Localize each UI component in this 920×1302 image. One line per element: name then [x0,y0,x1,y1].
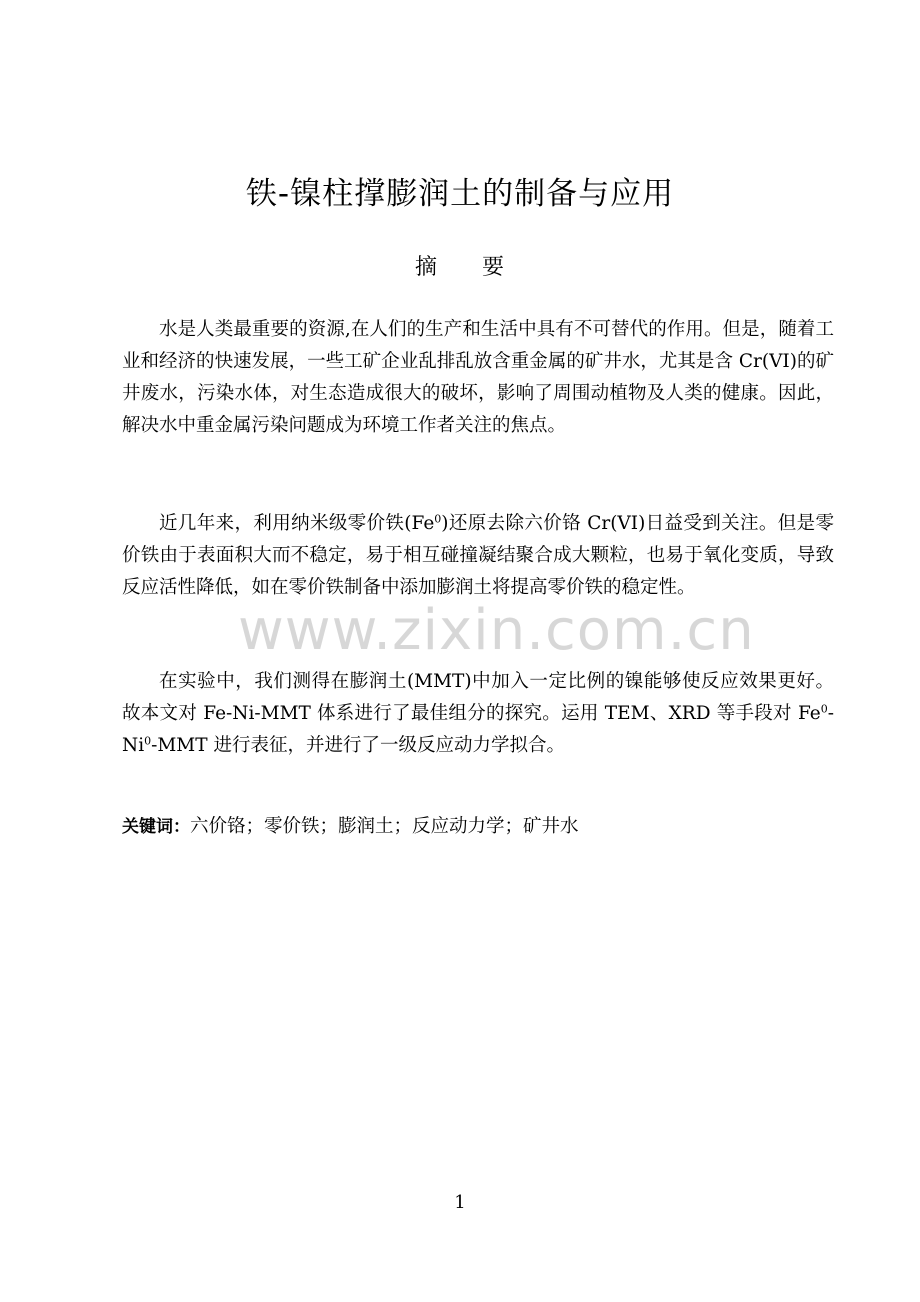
superscript: 0 [434,512,442,526]
abstract-heading-char-1: 摘 [414,255,438,280]
text-segment: 在实验中，我们测得在膨润土(MMT)中加入一定比例的镍能够使反应效果更好。故本文对 Fe-Ni-MMT 体系进行了最佳组分的探究。运用 TEM、XRD 等手段对 Fe [122,671,834,724]
keywords-line [122,811,579,843]
abstract-paragraph [122,314,834,442]
paper-title: 铁-镍柱撑膨润土的制备与应用 [245,176,675,212]
superscript: 0 [820,702,828,716]
text-segment: )还原去除六价铬 Cr(VI)日益受到关注。但是零价铁由于表面积大而不稳定，易于相互碰撞凝结聚合成大颗粒，也易于氧化变质，导致反应活性降低，如在零价铁制备中添加膨润土将提高零价铁的稳定性。 [122,513,835,598]
watermark: www.zixin.com.cn [238,598,755,663]
abstract-heading [0,250,920,281]
keywords-label: 关键词： [122,817,190,837]
abstract-paragraph-1-block [122,314,834,442]
abstract-paragraph [122,508,834,604]
abstract-paragraph-2-block [122,508,834,604]
text-segment: 水是人类最重要的资源,在人们的生产和生活中具有不可替代的作用。但是，随着工业和经济的快速发展，一些工矿企业乱排乱放含重金属的矿井水，尤其是含 Cr(VI)的矿井废水，污染水体，对生态造成很大的破坏，影响了周围动植物及人类的健康。因此，解决水中重金属污染问题成为环境工作者关注的焦点。 [122,319,834,436]
abstract-heading-char-2: 要 [482,255,506,280]
text-segment: 近几年来，利用纳米级零价铁(Fe [159,513,435,534]
text-segment: -Ni [122,703,834,756]
page-number: 1 [454,1192,466,1213]
superscript: 0 [144,734,152,748]
abstract-paragraph [122,666,834,762]
keywords-value: 六价铬；零价铁；膨润土；反应动力学；矿井水 [190,816,579,837]
abstract-paragraph-3-block [122,666,834,762]
text-segment: -MMT 进行表征，并进行了一级反应动力学拟合。 [151,735,565,756]
